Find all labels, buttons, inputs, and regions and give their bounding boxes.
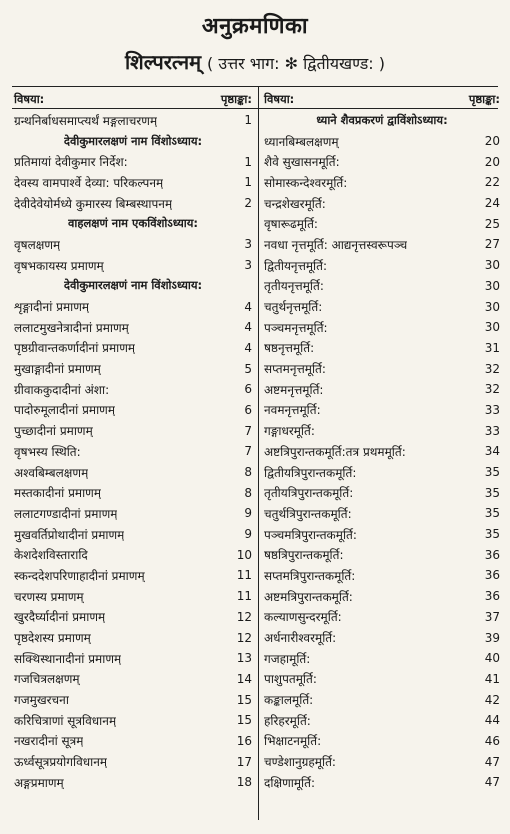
toc-entry bbox=[14, 441, 252, 462]
entry-page: 36 bbox=[484, 568, 500, 583]
entry-page: 8 bbox=[244, 465, 252, 480]
page-header: पृष्ठाङ्का: bbox=[220, 91, 252, 106]
entry-page: 11 bbox=[236, 568, 252, 583]
toc-entry bbox=[14, 255, 252, 276]
entry-page: 42 bbox=[484, 692, 500, 707]
entry-page: 1 bbox=[244, 154, 252, 169]
toc-entry bbox=[264, 234, 500, 255]
toc-entry bbox=[14, 689, 252, 710]
toc-entry bbox=[264, 172, 500, 193]
toc-entry bbox=[264, 772, 500, 793]
entry-page: 17 bbox=[236, 754, 252, 769]
entry-text: ग्रन्थनिर्बाधसमाप्त्यर्थं मङ्गलाचरणम् bbox=[14, 113, 158, 128]
entry-text: पाशुपतमूर्ति: bbox=[264, 672, 317, 687]
entry-text: नवमनृत्तमूर्ति: bbox=[264, 403, 321, 418]
entry-text: केशदेशविस्तारादि bbox=[14, 548, 88, 563]
entry-page: 10 bbox=[236, 547, 252, 562]
entry-page: 32 bbox=[484, 361, 500, 376]
entry-page: 4 bbox=[244, 320, 252, 335]
entry-text: द्वितीयत्रिपुरान्तकमूर्ति: bbox=[264, 465, 357, 480]
entry-text: नवधा नृत्तमूर्ति: आद्यनृत्तस्वरूपञ्च bbox=[264, 237, 408, 252]
toc-entry bbox=[264, 151, 500, 172]
entry-text: करिचित्राणां सूत्रविधानम् bbox=[14, 713, 117, 728]
book-title: शिल्परत्नम् bbox=[124, 50, 202, 74]
entry-text: गजहामूर्ति: bbox=[264, 651, 311, 666]
entry-page: 35 bbox=[484, 485, 500, 500]
entry-page: 25 bbox=[484, 216, 500, 231]
entry-page: 2 bbox=[244, 196, 252, 211]
toc-entry bbox=[14, 151, 252, 172]
left-entries bbox=[14, 110, 252, 793]
entry-text: कङ्कालमूर्ति: bbox=[264, 693, 314, 708]
entry-page: 22 bbox=[484, 175, 500, 190]
page-title: अनुक्रमणिका bbox=[201, 14, 309, 39]
entry-text: नखरादीनां सूत्रम् bbox=[14, 734, 84, 749]
column-divider bbox=[258, 86, 259, 820]
toc-entry bbox=[14, 400, 252, 421]
entry-text: ललाटमुखनेत्रादीनां प्रमाणम् bbox=[14, 320, 129, 335]
entry-text: भिक्षाटनमूर्ति: bbox=[264, 734, 322, 749]
left-header bbox=[14, 88, 252, 110]
entry-page: 6 bbox=[244, 402, 252, 417]
toc-entry bbox=[14, 193, 252, 214]
toc-entry bbox=[264, 648, 500, 669]
page-subtitle bbox=[0, 48, 510, 75]
page-header: पृष्ठाङ्का: bbox=[468, 91, 500, 106]
toc-entry bbox=[264, 296, 500, 317]
entry-page: 15 bbox=[236, 692, 252, 707]
entry-text: षष्ठनृत्तमूर्ति: bbox=[264, 341, 315, 356]
entry-page: 32 bbox=[484, 382, 500, 397]
entry-text: वृषारूढमूर्ति: bbox=[264, 217, 318, 232]
entry-text: तृतीयत्रिपुरान्तकमूर्ति: bbox=[264, 486, 354, 501]
entry-page: 24 bbox=[484, 196, 500, 211]
entry-page: 1 bbox=[244, 175, 252, 190]
right-column bbox=[264, 88, 500, 793]
toc-entry bbox=[14, 607, 252, 628]
entry-text: षष्ठत्रिपुरान्तकमूर्ति: bbox=[264, 548, 344, 563]
toc-entry bbox=[14, 172, 252, 193]
toc-entry bbox=[264, 482, 500, 503]
entry-page: 47 bbox=[484, 775, 500, 790]
entry-page: 44 bbox=[484, 713, 500, 728]
toc-entry bbox=[14, 731, 252, 752]
entry-page: 36 bbox=[484, 547, 500, 562]
entry-page: 40 bbox=[484, 651, 500, 666]
entry-page: 30 bbox=[484, 258, 500, 273]
toc-entry bbox=[264, 255, 500, 276]
toc-entry bbox=[264, 379, 500, 400]
entry-text: वृषभकायस्य प्रमाणम् bbox=[14, 258, 104, 273]
toc-entry bbox=[264, 358, 500, 379]
chapter-heading bbox=[264, 110, 500, 131]
toc-entry bbox=[264, 565, 500, 586]
entry-text: सप्तमत्रिपुरान्तकमूर्ति: bbox=[264, 568, 356, 583]
entry-text: चतुर्थत्रिपुरान्तकमूर्ति: bbox=[264, 506, 352, 521]
entry-text: मुखाङ्गादीनां प्रमाणम् bbox=[14, 362, 101, 377]
toc-entry bbox=[14, 482, 252, 503]
entry-page: 12 bbox=[236, 609, 252, 624]
toc-entry bbox=[264, 544, 500, 565]
entry-page: 1 bbox=[244, 113, 252, 128]
entry-text: पञ्चमत्रिपुरान्तकमूर्ति: bbox=[264, 527, 357, 542]
left-column bbox=[14, 88, 252, 793]
toc-entry bbox=[264, 338, 500, 359]
right-header bbox=[264, 88, 500, 110]
toc-entry bbox=[14, 503, 252, 524]
entry-text: पञ्चमनृत्तमूर्ति: bbox=[264, 320, 328, 335]
entry-text: तृतीयनृत्तमूर्ति: bbox=[264, 279, 324, 294]
toc-entry bbox=[14, 234, 252, 255]
entry-page: 35 bbox=[484, 465, 500, 480]
entry-page: 36 bbox=[484, 589, 500, 604]
toc-entry bbox=[14, 565, 252, 586]
entry-page: 39 bbox=[484, 630, 500, 645]
entry-page: 9 bbox=[244, 506, 252, 521]
entry-text: वाहलक्षणं नाम एकविंशोऽध्याय: bbox=[67, 216, 199, 231]
entry-text: प्रतिमायां देवीकुमार निर्देश: bbox=[14, 155, 128, 170]
toc-entry bbox=[264, 193, 500, 214]
toc-entry bbox=[14, 358, 252, 379]
entry-text: पुच्छादीनां प्रमाणम् bbox=[14, 424, 93, 439]
entry-page: 30 bbox=[484, 299, 500, 314]
toc-entry bbox=[14, 772, 252, 793]
entry-text: अष्टत्रिपुरान्तकमूर्ति:तत्र प्रथममूर्ति: bbox=[264, 444, 406, 459]
entry-text: चतुर्थनृत्तमूर्ति: bbox=[264, 300, 323, 315]
entry-text: वृषभस्य स्थिति: bbox=[14, 444, 81, 459]
entry-page: 35 bbox=[484, 527, 500, 542]
toc-entry bbox=[264, 524, 500, 545]
toc-entry bbox=[264, 627, 500, 648]
entry-page: 16 bbox=[236, 733, 252, 748]
entry-text: चरणस्य प्रमाणम् bbox=[14, 589, 84, 604]
toc-entry bbox=[14, 586, 252, 607]
entry-page: 4 bbox=[244, 340, 252, 355]
toc-entry bbox=[14, 110, 252, 131]
book-part: ( उत्तर भाग: ✻ द्वितीयखण्ड: ) bbox=[207, 54, 386, 73]
toc-entry bbox=[264, 131, 500, 152]
entry-page: 30 bbox=[484, 278, 500, 293]
toc-entry bbox=[264, 669, 500, 690]
entry-page: 35 bbox=[484, 506, 500, 521]
entry-page: 7 bbox=[244, 423, 252, 438]
entry-page: 30 bbox=[484, 320, 500, 335]
toc-entry bbox=[14, 751, 252, 772]
entry-text: अङ्गप्रमाणम् bbox=[14, 775, 64, 790]
toc-entry bbox=[14, 524, 252, 545]
toc-entry bbox=[264, 462, 500, 483]
entry-text: ध्याने शैवप्रकरणं द्वाविंशोऽध्याय: bbox=[316, 112, 448, 127]
entry-text: अष्टमनृत्तमूर्ति: bbox=[264, 382, 324, 397]
top-rule bbox=[12, 86, 498, 87]
toc-entry bbox=[14, 338, 252, 359]
entry-text: गजचित्रलक्षणम् bbox=[14, 672, 80, 687]
entry-text: पृष्ठग्रीवान्तकर्णादीनां प्रमाणम् bbox=[14, 341, 136, 356]
entry-text: गजमुखरचना bbox=[14, 693, 69, 708]
entry-page: 46 bbox=[484, 733, 500, 748]
entry-page: 47 bbox=[484, 754, 500, 769]
chapter-heading bbox=[14, 213, 252, 234]
entry-text: पृष्ठदेशस्य प्रमाणम् bbox=[14, 631, 91, 646]
toc-entry bbox=[264, 731, 500, 752]
entry-page: 4 bbox=[244, 299, 252, 314]
entry-page: 14 bbox=[236, 671, 252, 686]
entry-page: 27 bbox=[484, 237, 500, 252]
entry-page: 33 bbox=[484, 423, 500, 438]
entry-page: 20 bbox=[484, 134, 500, 149]
entry-page: 13 bbox=[236, 651, 252, 666]
entry-text: गङ्गाधरमूर्ति: bbox=[264, 424, 315, 439]
entry-page: 37 bbox=[484, 609, 500, 624]
entry-text: चन्द्रशेखरमूर्ति: bbox=[264, 196, 326, 211]
chapter-heading bbox=[14, 276, 252, 297]
entry-text: सक्थिस्थानादीनां प्रमाणम् bbox=[14, 651, 122, 666]
entry-text: हरिहरमूर्ति: bbox=[264, 713, 311, 728]
toc-entry bbox=[264, 400, 500, 421]
toc-entry bbox=[14, 317, 252, 338]
entry-text: वृषलक्षणम् bbox=[14, 237, 61, 252]
chapter-heading bbox=[14, 131, 252, 152]
entry-page: 3 bbox=[244, 258, 252, 273]
entry-text: मस्तकादीनां प्रमाणम् bbox=[14, 486, 102, 501]
toc-entry bbox=[264, 317, 500, 338]
entry-text: सप्तमनृत्तमूर्ति: bbox=[264, 362, 326, 377]
toc-entry bbox=[264, 607, 500, 628]
entry-page: 41 bbox=[484, 671, 500, 686]
toc-entry bbox=[264, 586, 500, 607]
entry-text: देवीकुमारलक्षणं नाम विंशोऽध्याय: bbox=[63, 133, 203, 148]
entry-text: अर्धनारीश्वरमूर्ति: bbox=[264, 631, 337, 646]
entry-text: शृङ्गादीनां प्रमाणम् bbox=[14, 300, 90, 315]
entry-text: शैवे सुखासनमूर्ति: bbox=[264, 155, 340, 170]
entry-text: सोमास्कन्देश्वरमूर्ति: bbox=[264, 175, 348, 190]
entry-page: 7 bbox=[244, 444, 252, 459]
entry-page: 9 bbox=[244, 527, 252, 542]
entry-page: 11 bbox=[236, 589, 252, 604]
subject-header: विषया: bbox=[14, 91, 45, 106]
entry-text: ग्रीवाककुदादीनां अंशा: bbox=[14, 382, 110, 397]
toc-entry bbox=[264, 276, 500, 297]
toc-entry bbox=[14, 296, 252, 317]
toc-entry bbox=[14, 462, 252, 483]
entry-text: देवीकुमारलक्षणं नाम विंशोऽध्याय: bbox=[63, 278, 203, 293]
entry-page: 15 bbox=[236, 713, 252, 728]
entry-text: पादोरुमूलादीनां प्रमाणम् bbox=[14, 403, 116, 418]
entry-page: 8 bbox=[244, 485, 252, 500]
entry-page: 33 bbox=[484, 402, 500, 417]
entry-page: 5 bbox=[244, 361, 252, 376]
toc-entry bbox=[264, 213, 500, 234]
entry-text: ललाटगण्डादीनां प्रमाणम् bbox=[14, 506, 118, 521]
entry-text: देवीदेवेयोर्मध्ये कुमारस्य बिम्बस्थापनम् bbox=[14, 196, 173, 211]
entry-page: 34 bbox=[484, 444, 500, 459]
toc-entry bbox=[14, 710, 252, 731]
entry-page: 12 bbox=[236, 630, 252, 645]
entry-text: ध्यानबिम्बलक्षणम् bbox=[264, 134, 339, 149]
entry-page: 31 bbox=[484, 340, 500, 355]
entry-page: 3 bbox=[244, 237, 252, 252]
entry-text: ऊर्ध्वसूत्रप्रयोगविधानम् bbox=[14, 755, 108, 770]
entry-page: 20 bbox=[484, 154, 500, 169]
entry-page: 18 bbox=[236, 775, 252, 790]
toc-entry bbox=[14, 420, 252, 441]
toc-entry bbox=[14, 379, 252, 400]
entry-text: कल्याणसुन्दरमूर्ति: bbox=[264, 610, 342, 625]
subject-header: विषया: bbox=[264, 91, 295, 106]
entry-page: 6 bbox=[244, 382, 252, 397]
toc-entry bbox=[264, 710, 500, 731]
entry-text: चण्डेशानुग्रहमूर्ति: bbox=[264, 755, 336, 770]
toc-entry bbox=[264, 751, 500, 772]
entry-text: देवस्य वामपार्श्वे देव्या: परिकल्पनम् bbox=[14, 175, 164, 190]
right-entries bbox=[264, 110, 500, 793]
entry-text: स्कन्ददेशपरिणाहादीनां प्रमाणम् bbox=[14, 568, 145, 583]
entry-text: अश्वबिम्बलक्षणम् bbox=[14, 465, 89, 480]
entry-text: द्वितीयनृत्तमूर्ति: bbox=[264, 258, 328, 273]
toc-entry bbox=[264, 503, 500, 524]
toc-entry bbox=[14, 669, 252, 690]
entry-text: खुरदैर्घ्यादीनां प्रमाणम् bbox=[14, 610, 106, 625]
toc-entry bbox=[14, 627, 252, 648]
entry-text: मुखवर्तिप्रोथादीनां प्रमाणम् bbox=[14, 527, 125, 542]
toc-entry bbox=[14, 544, 252, 565]
toc-entry bbox=[264, 441, 500, 462]
entry-text: अष्टमत्रिपुरान्तकमूर्ति: bbox=[264, 589, 353, 604]
toc-entry bbox=[264, 689, 500, 710]
toc-entry bbox=[264, 420, 500, 441]
entry-text: दक्षिणामूर्ति: bbox=[264, 775, 316, 790]
toc-entry bbox=[14, 648, 252, 669]
